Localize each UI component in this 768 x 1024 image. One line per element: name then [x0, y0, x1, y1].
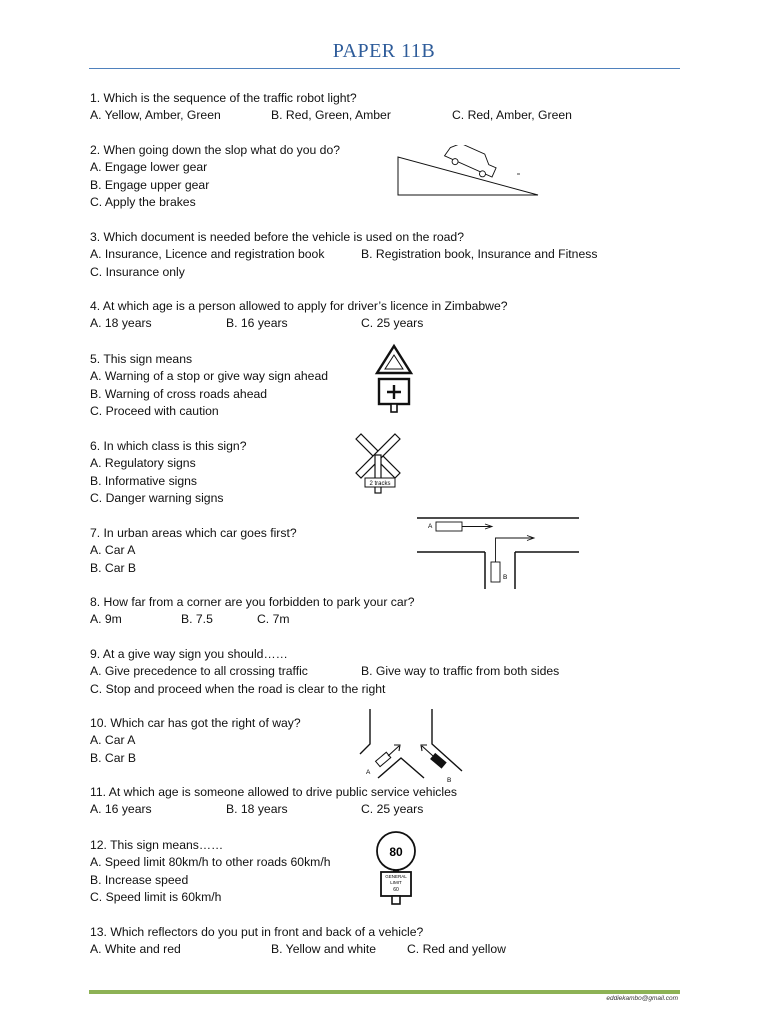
plate-line-2: LIMIT [390, 880, 402, 885]
car-b-label: B [503, 574, 508, 581]
option-b: B. Car B [90, 560, 137, 575]
car-b-label: B [447, 777, 452, 784]
question-6 [90, 438, 246, 507]
question-13 [90, 924, 506, 959]
question-text: 5. This sign means [90, 352, 193, 366]
question-text: 10. Which car has got the right of way? [90, 716, 301, 730]
option-c: C. Danger warning signs [90, 490, 224, 505]
option-b: B. Registration book, Insurance and Fitness [361, 247, 598, 262]
options-row [90, 941, 506, 958]
page-title: PAPER 11B [332, 40, 436, 62]
option-a: A. Regulatory signs [90, 456, 196, 471]
plate-line-1: GENERAL [385, 874, 407, 879]
question-text: 6. In which class is this sign? [90, 439, 247, 453]
plate-line-3: 60 [393, 887, 399, 893]
option-a: A. White and red [90, 942, 181, 957]
car-a-label: A [366, 769, 371, 776]
option-b: B. 18 years [226, 802, 288, 817]
option-b: B. 16 years [226, 316, 288, 331]
car-a-label: A [428, 523, 433, 530]
question-4 [90, 298, 508, 333]
options-row [90, 663, 560, 680]
y-junction-figure [358, 706, 470, 784]
option-c: C. Red, Amber, Green [452, 108, 572, 123]
crossing-plate-text: 2 tracks [369, 481, 391, 487]
question-12 [90, 837, 330, 906]
options-row [90, 107, 572, 124]
question-1 [90, 90, 572, 125]
options-row [90, 801, 457, 818]
option-a: A. 16 years [90, 802, 152, 817]
t-junction-figure [415, 513, 581, 591]
option-c: C. Apply the brakes [90, 194, 196, 209]
option-a: A. Car A [90, 733, 136, 748]
option-c: C. Speed limit is 60km/h [90, 889, 222, 904]
option-b: B. Informative signs [90, 473, 198, 488]
question-text: 1. Which is the sequence of the traffic robot light? [90, 91, 357, 105]
option-a: A. Speed limit 80km/h to other roads 60km/h [90, 855, 331, 870]
options-row [90, 246, 598, 263]
downhill-slope-figure [395, 145, 545, 200]
option-b: B. Yellow and white [271, 942, 377, 957]
options-row [90, 611, 414, 628]
question-9 [90, 646, 560, 698]
question-text: 2. When going down the slop what do you do? [90, 143, 341, 157]
option-a: A. Yellow, Amber, Green [90, 108, 221, 123]
option-c: C. Insurance only [90, 264, 185, 279]
title-rule [89, 68, 680, 69]
option-c: C. 25 years [361, 802, 424, 817]
option-a: A. Car A [90, 543, 136, 558]
speed-limit-sign-figure [371, 830, 421, 906]
option-b: B. Warning of cross roads ahead [90, 386, 268, 401]
question-text: 12. This sign means…… [90, 838, 224, 852]
question-3 [90, 229, 598, 281]
speed-limit-value: 80 [389, 845, 403, 859]
question-7 [90, 525, 297, 577]
option-a: A. Insurance, Licence and registration book [90, 247, 325, 262]
question-text: 7. In urban areas which car goes first? [90, 526, 297, 540]
option-b: B. Increase speed [90, 872, 189, 887]
option-b: B. Give way to traffic from both sides [361, 664, 560, 679]
question-text: 9. At a give way sign you should…… [90, 647, 288, 661]
option-b: B. Car B [90, 750, 137, 765]
option-a: A. Give precedence to all crossing traffic [90, 664, 308, 679]
option-a: A. 9m [90, 612, 122, 627]
option-a: A. Warning of a stop or give way sign ahead [90, 369, 329, 384]
question-text: 3. Which document is needed before the vehicle is used on the road? [90, 230, 464, 244]
option-a: A. Engage lower gear [90, 160, 208, 175]
options-row [90, 315, 508, 332]
question-2 [90, 142, 340, 211]
question-text: 8. How far from a corner are you forbidden to park your car? [90, 595, 415, 609]
option-c: C. 25 years [361, 316, 424, 331]
question-11 [90, 784, 457, 819]
warning-sign-crossroads-figure [374, 343, 414, 415]
question-5 [90, 351, 328, 420]
option-c: C. 7m [257, 612, 290, 627]
question-text: 11. At which age is someone allowed to drive public service vehicles [90, 785, 457, 799]
question-10 [90, 715, 301, 767]
option-b: B. 7.5 [181, 612, 213, 627]
question-text: 4. At which age is a person allowed to apply for driver’s licence in Zimbabwe? [90, 299, 508, 313]
footer-email: eddiekambo@gmail.com [606, 995, 678, 1002]
question-8 [90, 594, 414, 629]
option-b: B. Red, Green, Amber [271, 108, 391, 123]
option-b: B. Engage upper gear [90, 177, 210, 192]
footer-rule [89, 990, 680, 994]
question-text: 13. Which reflectors do you put in front and back of a vehicle? [90, 925, 424, 939]
railway-crossing-sign-figure [352, 433, 404, 495]
option-a: A. 18 years [90, 316, 152, 331]
option-c: C. Red and yellow [407, 942, 506, 957]
option-c: C. Proceed with caution [90, 403, 219, 418]
option-c: C. Stop and proceed when the road is clear to the right [90, 681, 386, 696]
